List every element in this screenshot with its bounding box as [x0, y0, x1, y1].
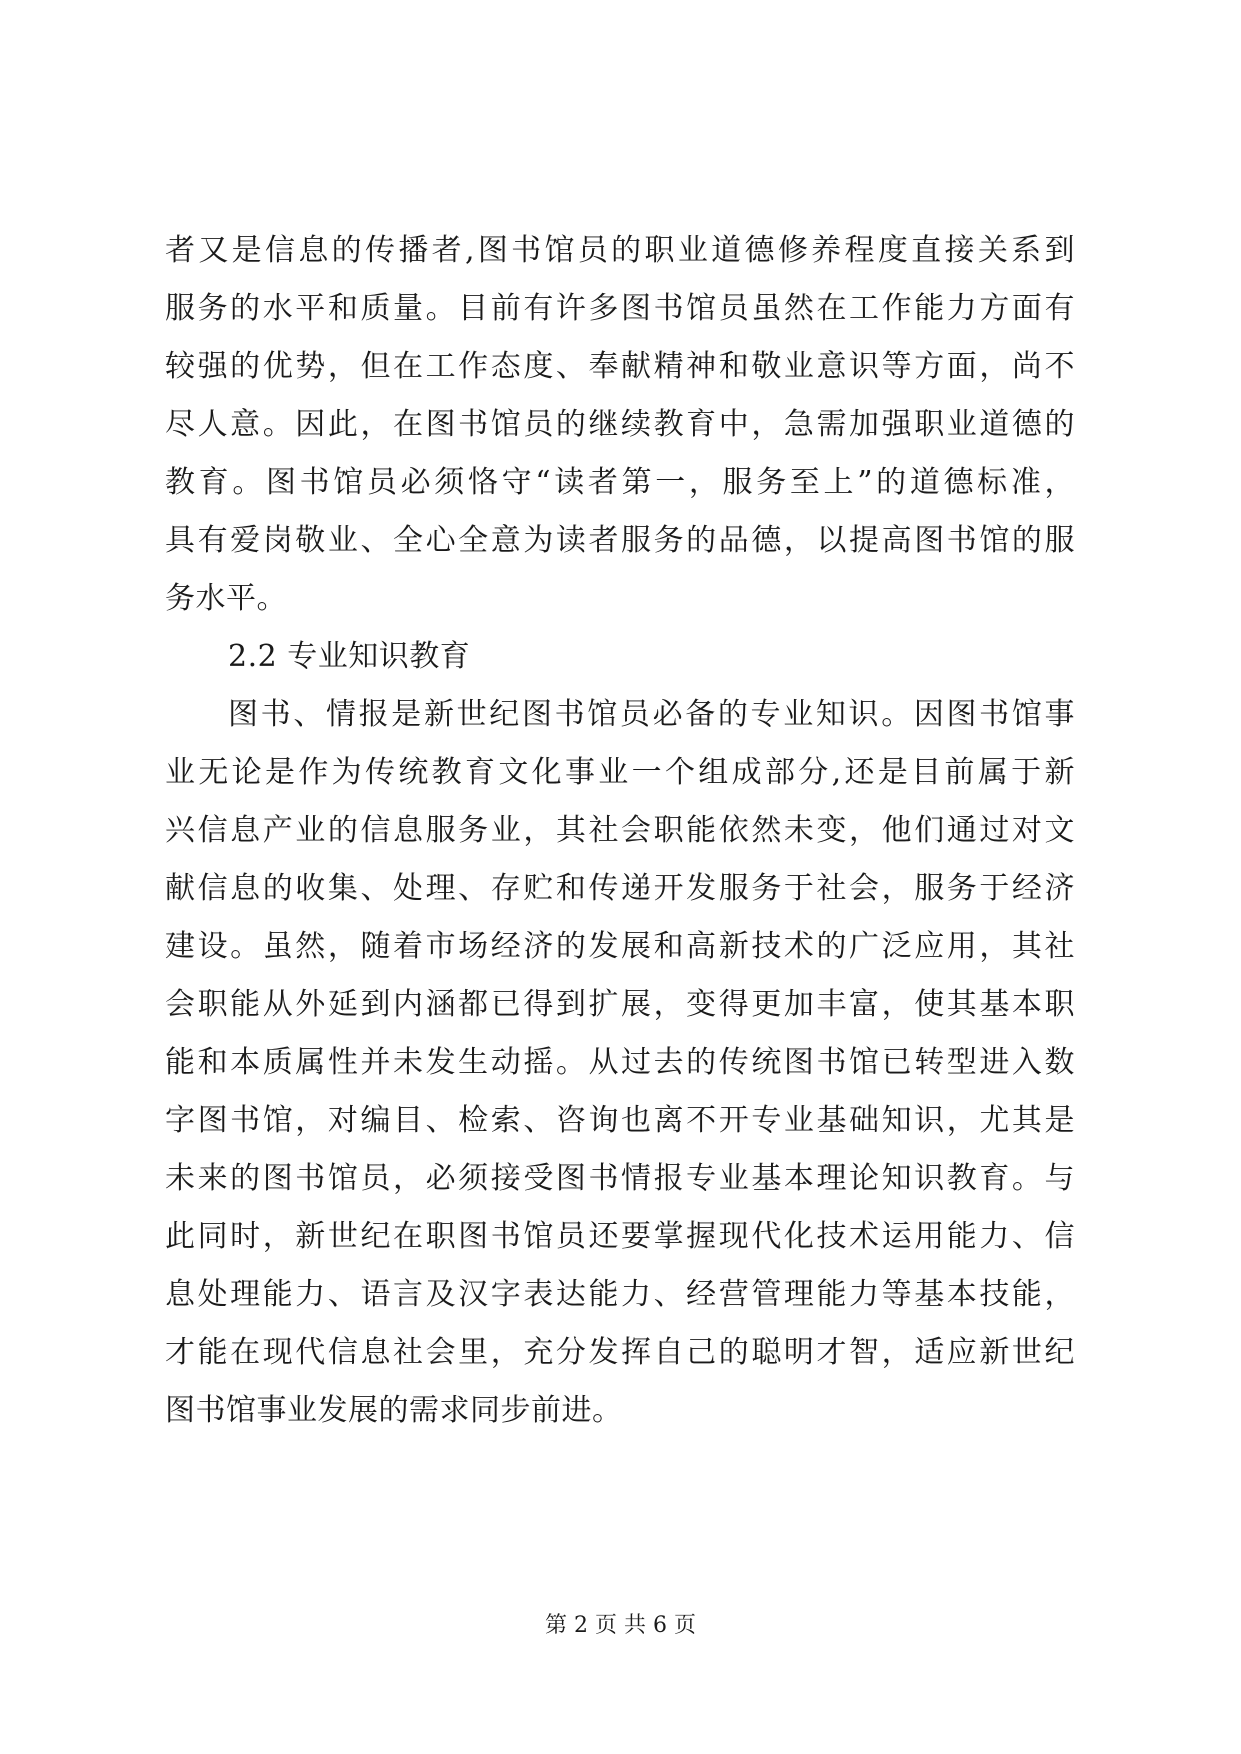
paragraph-line: 尽人意。因此，在图书馆员的继续教育中，急需加强职业道德的: [165, 407, 1075, 442]
paragraph-line: 者又是信息的传播者,图书馆员的职业道德修养程度直接关系到: [165, 233, 1075, 268]
paragraph-line: 建设。虽然，随着市场经济的发展和高新技术的广泛应用，其社: [165, 929, 1075, 964]
paragraph-line: 此同时，新世纪在职图书馆员还要掌握现代化技术运用能力、信: [165, 1219, 1075, 1254]
paragraph-line: 能和本质属性并未发生动摇。从过去的传统图书馆已转型进入数: [165, 1045, 1075, 1080]
document-body: [165, 222, 1075, 1440]
section-heading: 2.2 专业知识教育: [228, 639, 471, 674]
paragraph-line: 教育。图书馆员必须恪守“读者第一，服务至上”的道德标准，: [165, 465, 1075, 500]
paragraph-line: 字图书馆，对编目、检索、咨询也离不开专业基础知识，尤其是: [165, 1103, 1075, 1138]
paragraph-line: 图书、情报是新世纪图书馆员必备的专业知识。因图书馆事: [228, 697, 1075, 732]
paragraph-line: 务水平。: [165, 581, 287, 616]
paragraph-line: 较强的优势，但在工作态度、奉献精神和敬业意识等方面，尚不: [165, 349, 1075, 384]
paragraph-line: 会职能从外延到内涵都已得到扩展，变得更加丰富，使其基本职: [165, 987, 1075, 1022]
paragraph-line: 服务的水平和质量。目前有许多图书馆员虽然在工作能力方面有: [165, 291, 1075, 326]
paragraph-line: 献信息的收集、处理、存贮和传递开发服务于社会，服务于经济: [165, 871, 1075, 906]
paragraph-line: 才能在现代信息社会里，充分发挥自己的聪明才智，适应新世纪: [165, 1335, 1075, 1370]
paragraph-line: 息处理能力、语言及汉字表达能力、经营管理能力等基本技能，: [165, 1277, 1075, 1312]
page-footer: 第 2 页 共 6 页: [545, 1613, 696, 1638]
paragraph-line: 具有爱岗敬业、全心全意为读者服务的品德，以提高图书馆的服: [165, 523, 1075, 558]
paragraph-line: 兴信息产业的信息服务业，其社会职能依然未变，他们通过对文: [165, 813, 1075, 848]
paragraph-line: 未来的图书馆员，必须接受图书情报专业基本理论知识教育。与: [165, 1161, 1075, 1196]
paragraph-line: 业无论是作为传统教育文化事业一个组成部分,还是目前属于新: [165, 755, 1075, 790]
paragraph-line: 图书馆事业发展的需求同步前进。: [165, 1393, 623, 1428]
